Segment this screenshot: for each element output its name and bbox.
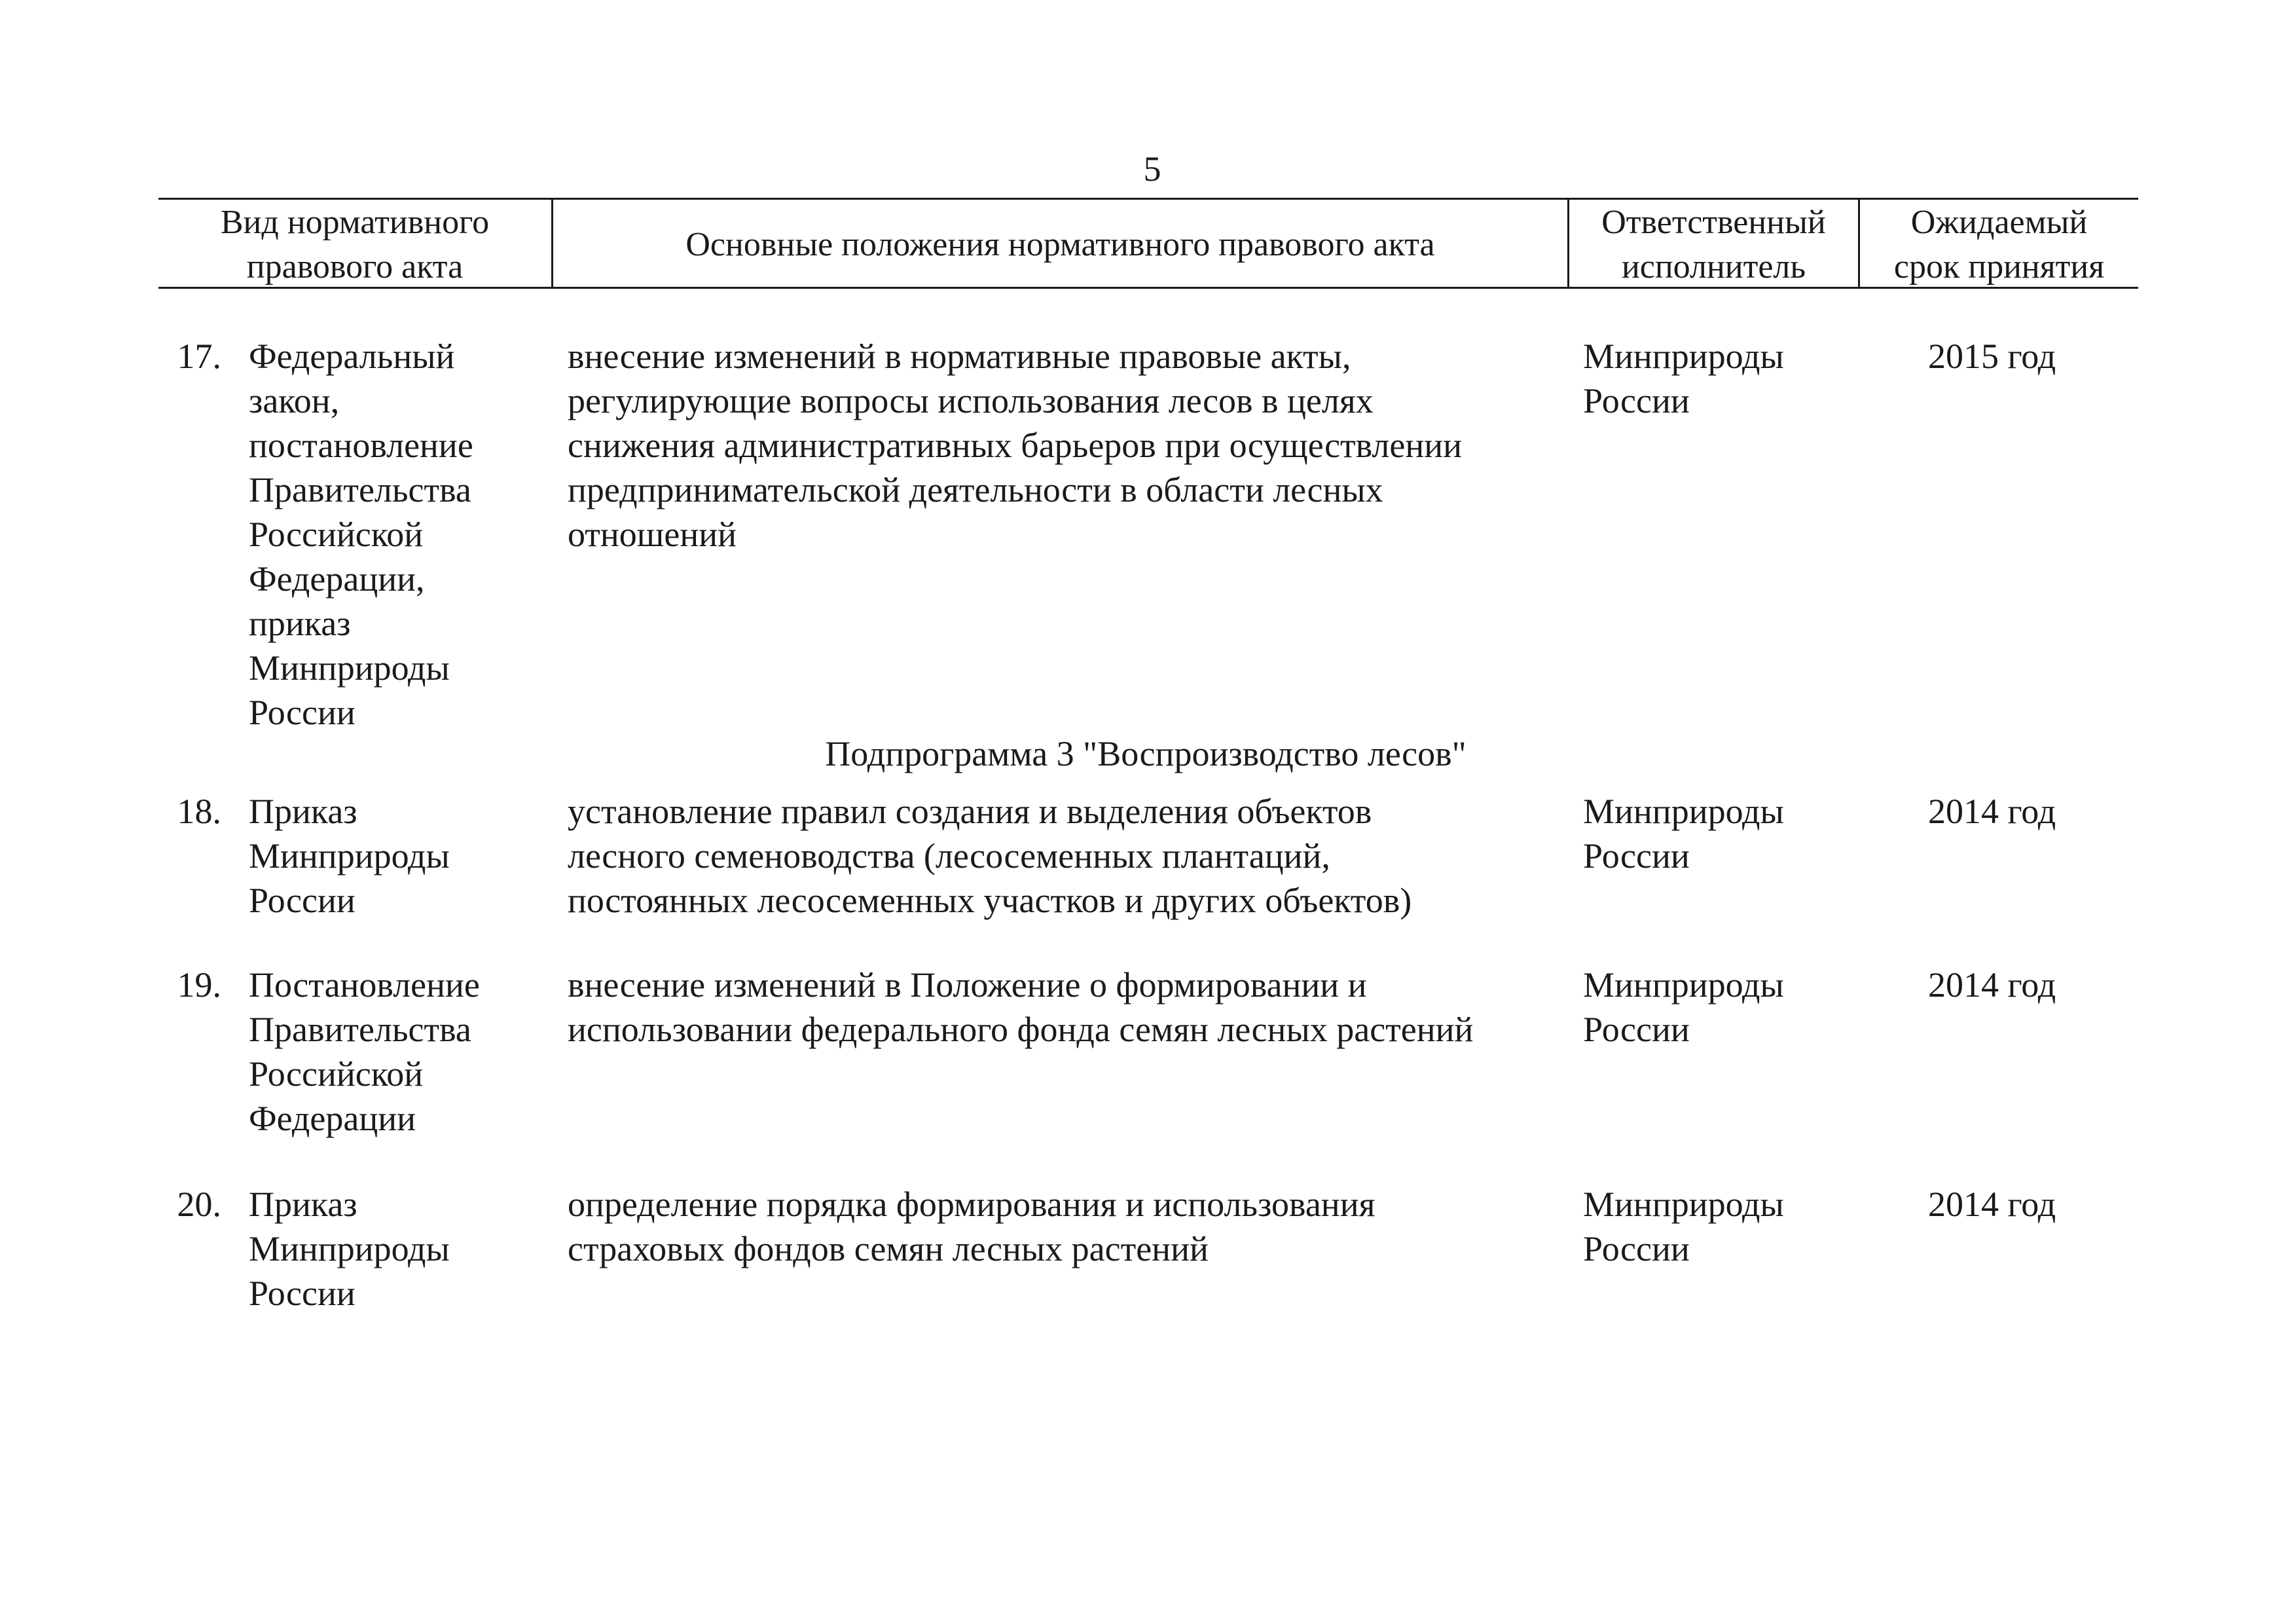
header-col-deadline (1860, 200, 2138, 289)
act-type-line: Постановление (249, 965, 480, 1005)
provision-line: предпринимательской деятельности в области лесных (568, 470, 1383, 509)
deadline-text: 2014 год (1928, 792, 2056, 831)
header-col-type (158, 200, 551, 289)
row-deadline (1928, 1182, 2138, 1227)
responsible-line: Минприроды (1583, 337, 1784, 376)
act-type-line: России (249, 1274, 355, 1313)
row-deadline (1928, 789, 2138, 834)
header-col-deadline-line: Ожидаемый (1910, 204, 2088, 241)
row-deadline (1928, 334, 2138, 378)
act-type-line: Минприроды (249, 836, 450, 876)
row-responsible (1583, 1182, 1858, 1271)
provision-line: внесение изменений в нормативные правовые акты, (568, 337, 1351, 376)
act-type-line: Российской (249, 515, 424, 554)
act-type-line: России (249, 693, 355, 732)
responsible-line: Минприроды (1583, 965, 1784, 1005)
provision-line: установление правил создания и выделения объектов (568, 792, 1372, 831)
act-type-line: закон, (249, 381, 340, 420)
act-type-line: Минприроды (249, 648, 450, 688)
row-responsible (1583, 789, 1858, 878)
row-number: 18. (177, 792, 221, 831)
header-top-rule (158, 198, 2138, 200)
responsible-line: России (1583, 1010, 1690, 1049)
provision-line: снижения административных барьеров при осуществлении (568, 426, 1463, 465)
act-type-line: Приказ (249, 792, 357, 831)
row-responsible (1583, 963, 1858, 1052)
responsible-line: Минприроды (1583, 1185, 1784, 1224)
deadline-text: 2014 год (1928, 965, 2056, 1005)
header-col-responsible (1569, 200, 1858, 289)
header-col-provisions-text: Основные положения нормативного правового акта (685, 226, 1435, 263)
act-type-line: Российской (249, 1054, 424, 1094)
deadline-text: 2014 год (1928, 1185, 2056, 1224)
act-type-line: Федеральный (249, 337, 455, 376)
row-provisions (568, 963, 1563, 1052)
provision-line: использовании федерального фонда семян лесных растений (568, 1010, 1474, 1049)
provision-line: определение порядка формирования и использования (568, 1185, 1376, 1224)
header-col-type-line: правового акта (246, 248, 464, 286)
header-col-provisions (553, 223, 1567, 267)
act-type-line: Приказ (249, 1185, 357, 1224)
responsible-line: России (1583, 836, 1690, 876)
page-number: 5 (1143, 149, 1161, 189)
row-act-type (249, 1182, 543, 1316)
row-number: 20. (177, 1185, 221, 1224)
act-type-line: России (249, 881, 355, 920)
provision-line: внесение изменений в Положение о формировании и (568, 965, 1367, 1005)
row-provisions (568, 1182, 1563, 1271)
subprogram-title: Подпрограмма 3 "Воспроизводство лесов" (825, 734, 1467, 773)
act-type-line: Федерации, (249, 559, 425, 599)
row-act-type (249, 789, 543, 923)
row-act-type (249, 963, 543, 1141)
provision-line: регулирующие вопросы использования лесов в целях (568, 381, 1374, 420)
row-deadline (1928, 963, 2138, 1007)
act-type-line: Минприроды (249, 1229, 450, 1268)
provision-line: постоянных лесосеменных участков и других объектов) (568, 881, 1412, 920)
act-type-line: Правительства (249, 470, 471, 509)
deadline-text: 2015 год (1928, 337, 2056, 376)
act-type-line: постановление (249, 426, 473, 465)
act-type-line: Федерации (249, 1099, 416, 1138)
responsible-line: России (1583, 1229, 1690, 1268)
row-number: 17. (177, 337, 221, 376)
act-type-line: Правительства (249, 1010, 471, 1049)
act-type-line: приказ (249, 604, 351, 643)
provision-line: отношений (568, 515, 737, 554)
header-col-responsible-line: исполнитель (1621, 248, 1806, 286)
row-number: 19. (177, 965, 221, 1005)
row-act-type (249, 334, 543, 735)
responsible-line: Минприроды (1583, 792, 1784, 831)
row-provisions (568, 334, 1563, 557)
header-col-deadline-line: срок принятия (1893, 248, 2105, 286)
row-provisions (568, 789, 1563, 923)
header-col-type-line: Вид нормативного (220, 204, 490, 241)
provision-line: лесного семеноводства (лесосеменных плантаций, (568, 836, 1330, 876)
provision-line: страховых фондов семян лесных растений (568, 1229, 1209, 1268)
responsible-line: России (1583, 381, 1690, 420)
header-col-responsible-line: Ответственный (1601, 204, 1826, 241)
row-responsible (1583, 334, 1858, 423)
